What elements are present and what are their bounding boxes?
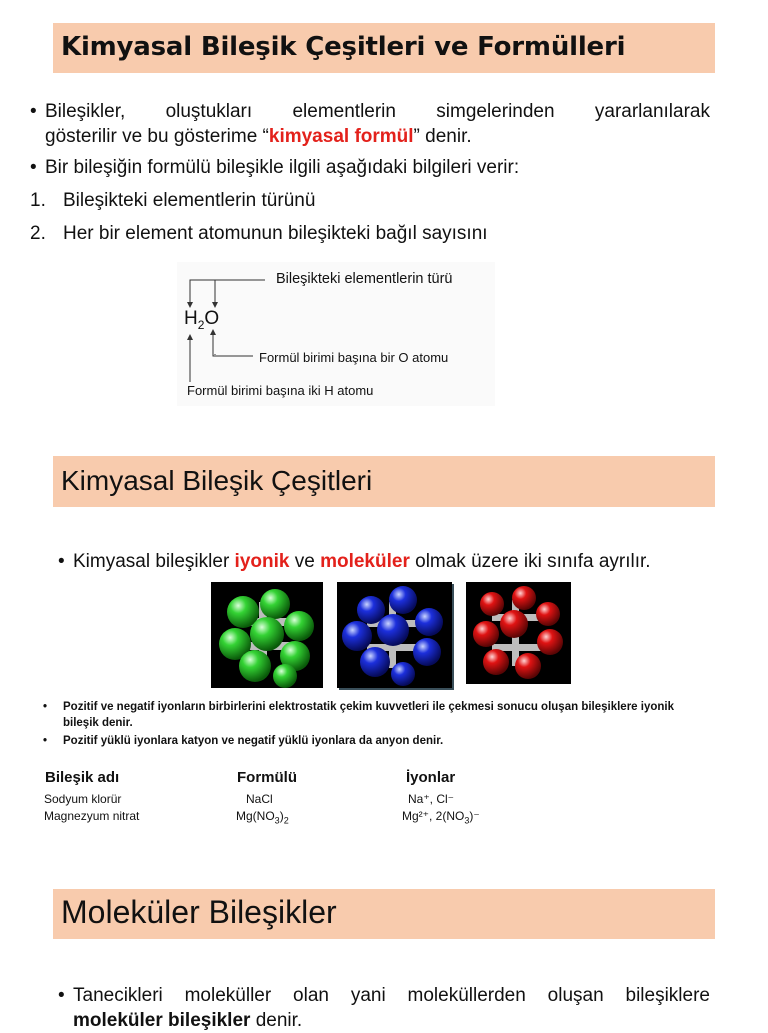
text-fragment: Mg(NO <box>236 809 275 823</box>
item-number: 2. <box>30 223 46 244</box>
table-header-name: Bileşik adı <box>45 769 120 786</box>
text-fragment: )⁻ <box>469 809 480 823</box>
text-fragment: Mg²⁺, 2(NO <box>402 809 465 823</box>
bullet-text: Bir bileşiğin formülü bileşikle ilgili aşağıdaki bilgileri verir: <box>45 157 520 178</box>
subscript: 2 <box>283 815 289 826</box>
text-fragment: ) <box>279 809 284 823</box>
text-fragment: ve <box>289 551 321 572</box>
highlight-molecular: moleküler <box>320 551 410 572</box>
table-cell-ions <box>402 808 480 828</box>
bullet-text: Tanecikleri moleküller olan yani moleküllerden oluşan bileşiklere <box>73 985 710 1006</box>
bold-term: moleküler bileşikler <box>73 1010 251 1031</box>
list-item <box>30 155 710 180</box>
formula-h: H <box>184 308 198 329</box>
list-item <box>58 549 718 574</box>
red-crystal-image <box>466 582 571 684</box>
formula-subscript: 2 <box>197 317 205 332</box>
formula-o: O <box>204 308 220 329</box>
table-cell-formula: NaCl <box>246 792 273 806</box>
list-item <box>58 983 710 1033</box>
numbered-item <box>30 188 710 213</box>
list-item <box>30 99 710 149</box>
bullet-list <box>58 983 710 1033</box>
item-number: 1. <box>30 190 46 211</box>
item-text: Bileşikteki elementlerin türünü <box>63 190 316 211</box>
section-title: Kimyasal Bileşik Çeşitleri ve Formülleri <box>61 32 626 62</box>
section-title: Kimyasal Bileşik Çeşitleri <box>61 465 373 496</box>
text-fragment: ” denir. <box>413 126 472 147</box>
label-element-types: Bileşikteki elementlerin türü <box>276 271 453 287</box>
section-header-formulas <box>53 23 715 73</box>
note-text: Pozitif yüklü iyonlara katyon ve negatif yüklü iyonlara da anyon denir. <box>63 735 444 747</box>
bullet-text: Bileşikler, oluştukları elementlerin simgelerinden yararlanılarak <box>45 101 710 122</box>
table-cell-name: Sodyum klorür <box>44 792 122 806</box>
table-cell-ions: Na⁺, Cl⁻ <box>408 792 455 806</box>
text-fragment: olmak üzere iki sınıfa ayrılır. <box>409 551 651 572</box>
h2o-formula <box>184 308 219 332</box>
blue-crystal-image <box>337 582 452 688</box>
text-fragment: denir. <box>250 1010 303 1031</box>
table-cell-name: Magnezyum nitrat <box>44 809 140 823</box>
bullet-dot: • <box>43 701 48 713</box>
highlight-term: kimyasal formül <box>268 126 414 147</box>
bullet-dot: • <box>30 101 37 122</box>
section-header-molecular <box>53 889 715 939</box>
notes-list <box>43 699 683 749</box>
numbered-item <box>30 221 710 246</box>
green-crystal-image <box>211 582 323 688</box>
list-item <box>43 699 683 731</box>
bullet-dot: • <box>30 157 37 178</box>
label-h-atoms: Formül birimi başına iki H atomu <box>187 383 374 398</box>
bullet-dot: • <box>58 551 65 572</box>
label-o-atom: Formül birimi başına bir O atomu <box>259 350 449 365</box>
item-text: Her bir element atomunun bileşikteki bağıl sayısını <box>63 223 488 244</box>
bullet-text-continued <box>73 1008 710 1033</box>
red-spheres <box>466 582 571 684</box>
blue-spheres <box>337 582 452 688</box>
compounds-table <box>44 770 504 830</box>
green-spheres <box>211 582 323 688</box>
list-item <box>43 733 683 749</box>
text-fragment: Kimyasal bileşikler <box>73 551 235 572</box>
table-cell-formula <box>236 808 289 828</box>
bullet-dot: • <box>58 985 65 1006</box>
section-header-compound-types <box>53 456 715 507</box>
h2o-formula-diagram <box>177 262 495 406</box>
highlight-ionic: iyonik <box>234 551 290 572</box>
text-fragment: gösterilir ve bu gösterime “ <box>45 126 269 147</box>
table-header-formula: Formülü <box>237 769 297 786</box>
bullet-list <box>30 99 710 246</box>
subscript: 3 <box>464 815 470 826</box>
bullet-dot: • <box>43 735 48 747</box>
table-header-ions: İyonlar <box>406 769 456 786</box>
note-text: Pozitif ve negatif iyonların birbirlerini elektrostatik çekim kuvvetleri ile çekmesi sonucu oluşan bileşiklere iyonik bileşik denir. <box>63 701 674 729</box>
bullet-list <box>58 549 718 574</box>
section-title: Moleküler Bileşikler <box>61 894 337 930</box>
subscript: 3 <box>274 815 280 826</box>
bullet-text-continued <box>45 124 710 149</box>
